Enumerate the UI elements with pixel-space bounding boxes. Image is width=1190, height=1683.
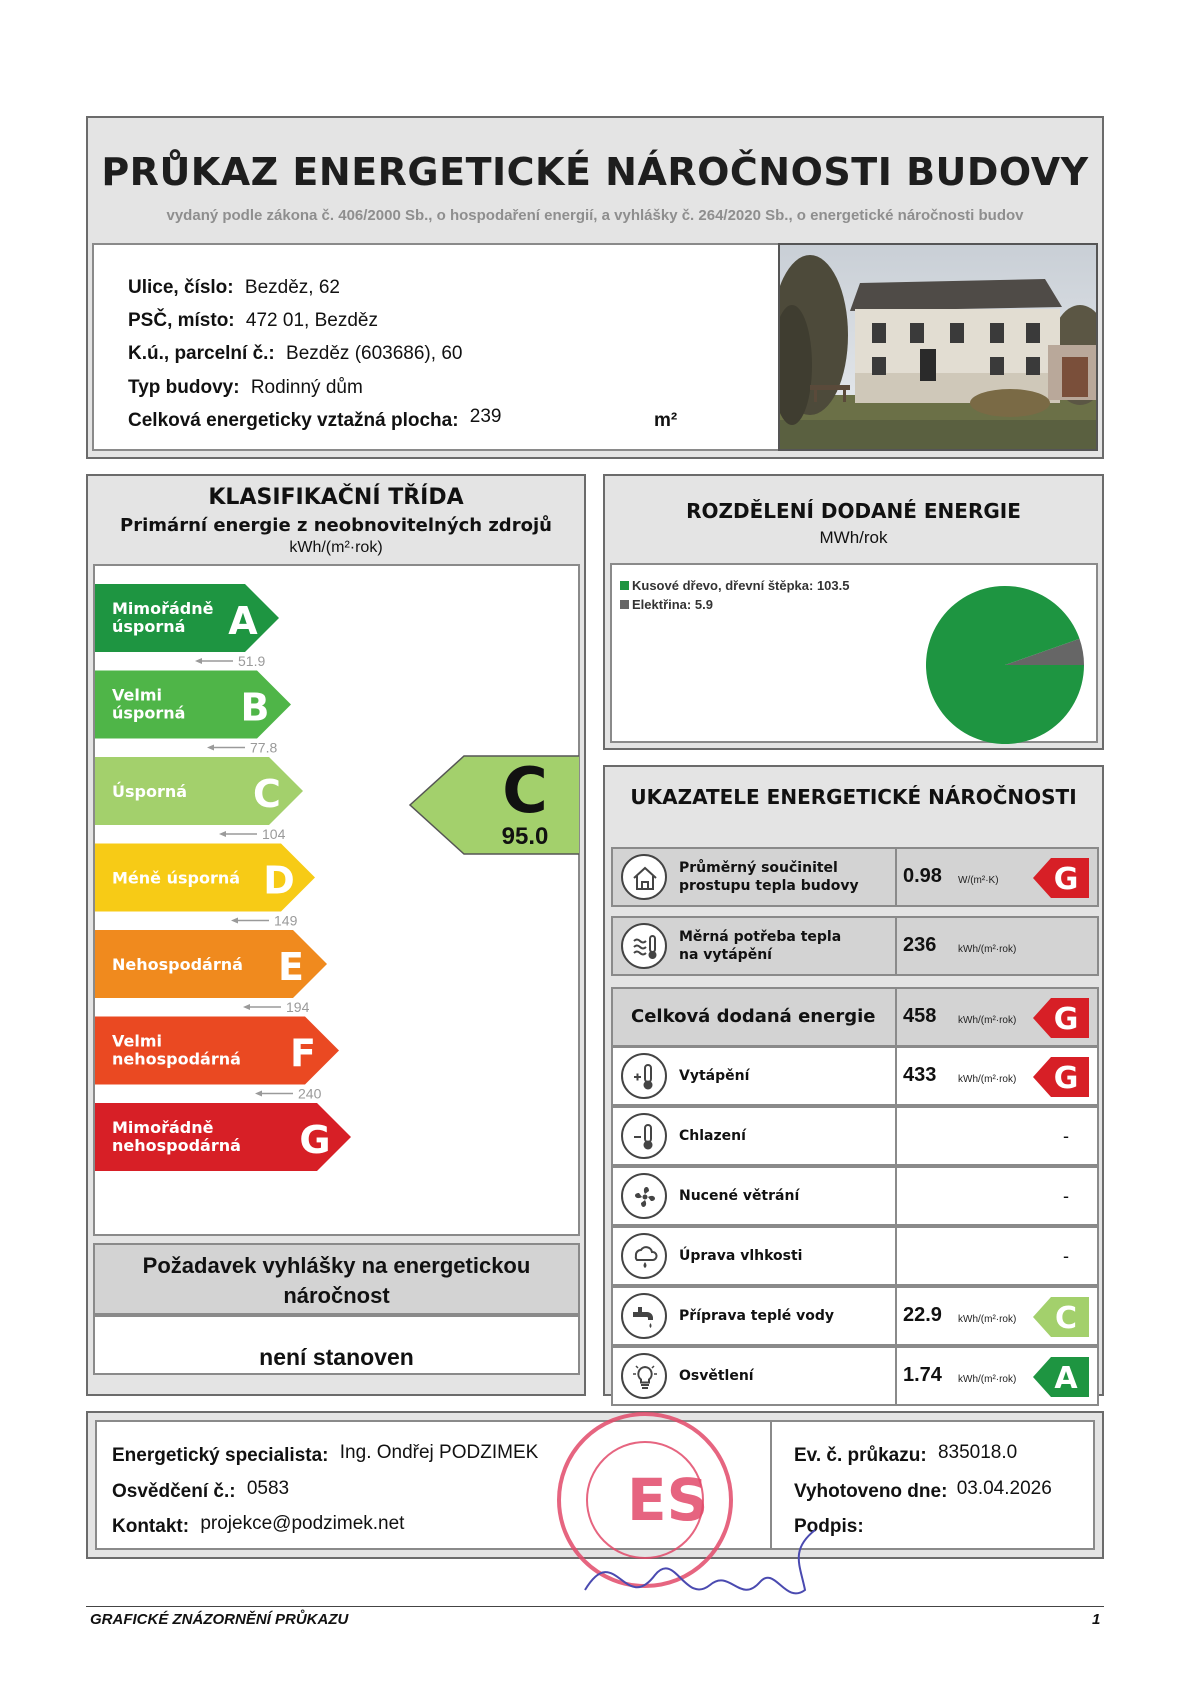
threshold-arrowhead-b [207, 745, 214, 751]
indicator-value: 22.9 [903, 1304, 942, 1326]
indicator-unit: kWh/(m²·rok) [958, 1074, 1017, 1085]
thermometer-minus-icon [621, 1113, 667, 1159]
contact-value: projekce@podzimek.net [200, 1513, 405, 1534]
indicator-not-applicable: - [1063, 1126, 1069, 1146]
legend-swatch-wood [620, 581, 629, 590]
indicator-value: 0.98 [903, 865, 942, 887]
ku-value: Bezděz (603686), 60 [286, 343, 463, 364]
indicator-class-letter: C [1054, 1301, 1078, 1336]
contact-label: Kontakt: [112, 1516, 190, 1537]
indicator-not-applicable: - [1063, 1246, 1069, 1266]
indicator-label [631, 1008, 875, 1026]
indicator-label-line1: Měrná potřeba tepla [679, 929, 842, 945]
indicator-row [611, 987, 1099, 1047]
threshold-value-b: 77.8 [250, 739, 278, 756]
legend-swatch-electricity [620, 600, 629, 609]
indicator-label-line2: prostupu tepla budovy [679, 878, 859, 894]
requirement-title [93, 1251, 580, 1311]
building-photo-image [780, 245, 1096, 449]
document-title: PRŮKAZ ENERGETICKÉ NÁROČNOSTI BUDOVY [101, 150, 1089, 194]
requirement-value: není stanoven [259, 1344, 414, 1370]
page-footer-rule [86, 1606, 1104, 1607]
svg-text:ES: ES [627, 1466, 709, 1534]
class-label-c-1: Úsporná [112, 782, 188, 801]
street-row [128, 277, 340, 299]
indicator-row [611, 1226, 1099, 1286]
class-label-b-2: úsporná [112, 703, 186, 723]
class-label-d-1: Méně úsporná [112, 868, 241, 888]
indicators-title: UKAZATELE ENERGETICKÉ NÁROČNOSTI [630, 785, 1077, 809]
result-class-letter: C [502, 754, 548, 827]
indicator-unit: kWh/(m²·rok) [958, 1314, 1017, 1325]
indicator-class-letter: G [1053, 1002, 1079, 1037]
indicator-class-badge [1033, 998, 1089, 1038]
threshold-arrowhead-f [255, 1091, 262, 1097]
class-letter-d: D [263, 858, 295, 903]
indicator-label [679, 1367, 754, 1385]
distribution-unit: MWh/rok [819, 528, 888, 547]
energy-class-scale [95, 566, 579, 1234]
indicator-value: 1.74 [903, 1364, 942, 1386]
indicator-label-line1: Celková dodaná energie [631, 1006, 876, 1027]
classification-subtitle: Primární energie z neobnovitelných zdrojů [120, 515, 552, 536]
light-bulb-icon [621, 1353, 667, 1399]
class-label-a-2: úsporná [112, 617, 186, 636]
threshold-value-e: 194 [286, 999, 310, 1015]
psc-value: 472 01, Bezděz [245, 310, 378, 331]
ev-number-label: Ev. č. průkazu: [794, 1445, 927, 1466]
indicator-value: 236 [903, 934, 937, 956]
specialist-label: Energetický specialista: [112, 1445, 329, 1466]
date-label: Vyhotoveno dne: [794, 1481, 948, 1502]
document-subtitle: vydaný podle zákona č. 406/2000 Sb., o hospodaření energií, a vyhlášky č. 264/2020 Sb., o energetické náročnosti budov [166, 207, 1024, 224]
indicator-unit: W/(m²·K) [958, 875, 999, 886]
ev-number-value: 835018.0 [937, 1442, 1018, 1463]
threshold-arrowhead-c [219, 831, 226, 837]
specialist-stamp [545, 1400, 845, 1620]
class-letter-f: F [290, 1031, 316, 1076]
threshold-arrowhead-a [195, 658, 202, 664]
result-class-arrow [410, 756, 579, 854]
indicator-unit: kWh/(m²·rok) [958, 1015, 1017, 1026]
requirement-title-line1: Požadavek vyhlášky na energetickou [142, 1253, 531, 1278]
ku-row [128, 343, 462, 365]
indicator-not-applicable: - [1063, 1186, 1069, 1206]
heat-demand-icon [621, 923, 667, 969]
area-unit: m² [654, 410, 678, 431]
specialist-row [112, 1442, 539, 1467]
indicator-class-badge [1033, 858, 1089, 898]
indicator-unit: kWh/(m²·rok) [958, 944, 1017, 955]
psc-label: PSČ, místo: [128, 310, 235, 331]
street-value: Bezděz, 62 [244, 277, 340, 298]
class-letter-b: B [240, 685, 270, 730]
legend-label-electricity: Elektřina: 5.9 [632, 597, 713, 612]
specialist-value: Ing. Ondřej PODZIMEK [339, 1442, 539, 1463]
indicator-row [611, 1166, 1099, 1226]
class-label-f-1: Velmi [112, 1031, 162, 1051]
indicator-value: 433 [903, 1064, 937, 1086]
indicator-label [679, 1247, 802, 1265]
legend-label-wood: Kusové dřevo, dřevní štěpka: 103.5 [632, 578, 850, 593]
threshold-value-f: 240 [298, 1085, 322, 1102]
threshold-value-a: 51.9 [238, 653, 266, 669]
certificate-label: Osvědčení č.: [112, 1481, 236, 1502]
indicator-label-line1: Osvětlení [679, 1368, 754, 1384]
fan-icon [621, 1173, 667, 1219]
indicator-label [679, 1187, 799, 1205]
indicator-row [611, 1346, 1099, 1406]
indicator-label-line2: na vytápění [679, 947, 772, 963]
class-label-e-1: Nehospodárná [112, 955, 243, 974]
type-label: Typ budovy: [128, 377, 240, 398]
class-label-b-1: Velmi [112, 685, 162, 705]
type-row [128, 377, 363, 399]
indicator-class-letter: G [1053, 1061, 1079, 1096]
class-letter-e: E [278, 945, 304, 989]
indicator-row [611, 1286, 1099, 1346]
threshold-value-d: 149 [274, 912, 298, 929]
indicator-label [679, 1127, 746, 1145]
class-letter-a: A [228, 599, 258, 643]
result-class-value: 95.0 [501, 823, 549, 850]
indicator-class-badge [1033, 1357, 1089, 1397]
signature-label: Podpis: [794, 1516, 864, 1537]
indicator-unit: kWh/(m²·rok) [958, 1374, 1017, 1385]
pie-slice-0 [926, 586, 1084, 744]
certificate-value: 0583 [246, 1478, 290, 1499]
area-label: Celková energeticky vztažná plocha: [128, 410, 459, 431]
classification-unit: kWh/(m²·rok) [289, 539, 383, 556]
date-value: 03.04.2026 [956, 1478, 1052, 1499]
building-photo [778, 243, 1098, 451]
house-icon [621, 854, 667, 900]
indicator-label-line1: Chlazení [679, 1128, 746, 1144]
indicator-label [679, 859, 859, 895]
threshold-arrowhead-e [243, 1004, 250, 1010]
page-number: 1 [1092, 1611, 1101, 1628]
class-label-g-1: Mimořádně [112, 1118, 214, 1137]
indicator-label [679, 928, 841, 964]
indicator-class-letter: A [1054, 1361, 1078, 1396]
energy-pie-chart [925, 585, 1085, 745]
classification-title: KLASIFIKAČNÍ TŘÍDA [208, 485, 464, 510]
legend-item-electricity [620, 597, 713, 612]
psc-row [128, 310, 378, 332]
indicator-class-badge [1033, 1057, 1089, 1097]
distribution-title: ROZDĚLENÍ DODANÉ ENERGIE [686, 499, 1021, 523]
page-footer-label: GRAFICKÉ ZNÁZORNĚNÍ PRŮKAZU [90, 1611, 349, 1628]
area-value: 239 [469, 406, 502, 427]
indicator-label-line1: Průměrný součinitel [679, 860, 838, 876]
ku-label: K.ú., parcelní č.: [128, 343, 275, 364]
legend-item-wood [620, 578, 849, 593]
indicator-row [611, 847, 1099, 907]
class-letter-c: C [253, 772, 281, 816]
indicator-value: 458 [903, 1005, 937, 1027]
area-row [128, 406, 502, 432]
indicator-label-line1: Vytápění [679, 1068, 750, 1084]
water-tap-icon [621, 1293, 667, 1339]
indicator-class-badge [1033, 1297, 1089, 1337]
indicator-class-letter: G [1053, 862, 1079, 897]
indicator-row [611, 916, 1099, 976]
indicator-label-line1: Nucené větrání [679, 1188, 800, 1204]
indicator-label [679, 1307, 834, 1325]
indicator-label-line1: Úprava vlhkosti [679, 1248, 803, 1264]
class-letter-g: G [299, 1118, 331, 1162]
contact-row [112, 1513, 405, 1538]
thermometer-plus-icon [621, 1053, 667, 1099]
certificate-row [112, 1478, 290, 1503]
class-label-a-1: Mimořádně [112, 599, 214, 618]
indicator-row [611, 1046, 1099, 1106]
humidity-icon [621, 1233, 667, 1279]
class-label-f-2: nehospodárná [112, 1049, 241, 1069]
class-label-g-2: nehospodárná [112, 1136, 241, 1155]
indicator-label [679, 1067, 749, 1085]
street-label: Ulice, číslo: [128, 277, 234, 298]
indicator-label-line1: Příprava teplé vody [679, 1308, 835, 1324]
threshold-arrowhead-d [231, 918, 238, 924]
indicator-row [611, 1106, 1099, 1166]
threshold-value-c: 104 [262, 826, 286, 842]
requirement-title-line2: náročnost [283, 1283, 390, 1308]
type-value: Rodinný dům [250, 377, 363, 398]
